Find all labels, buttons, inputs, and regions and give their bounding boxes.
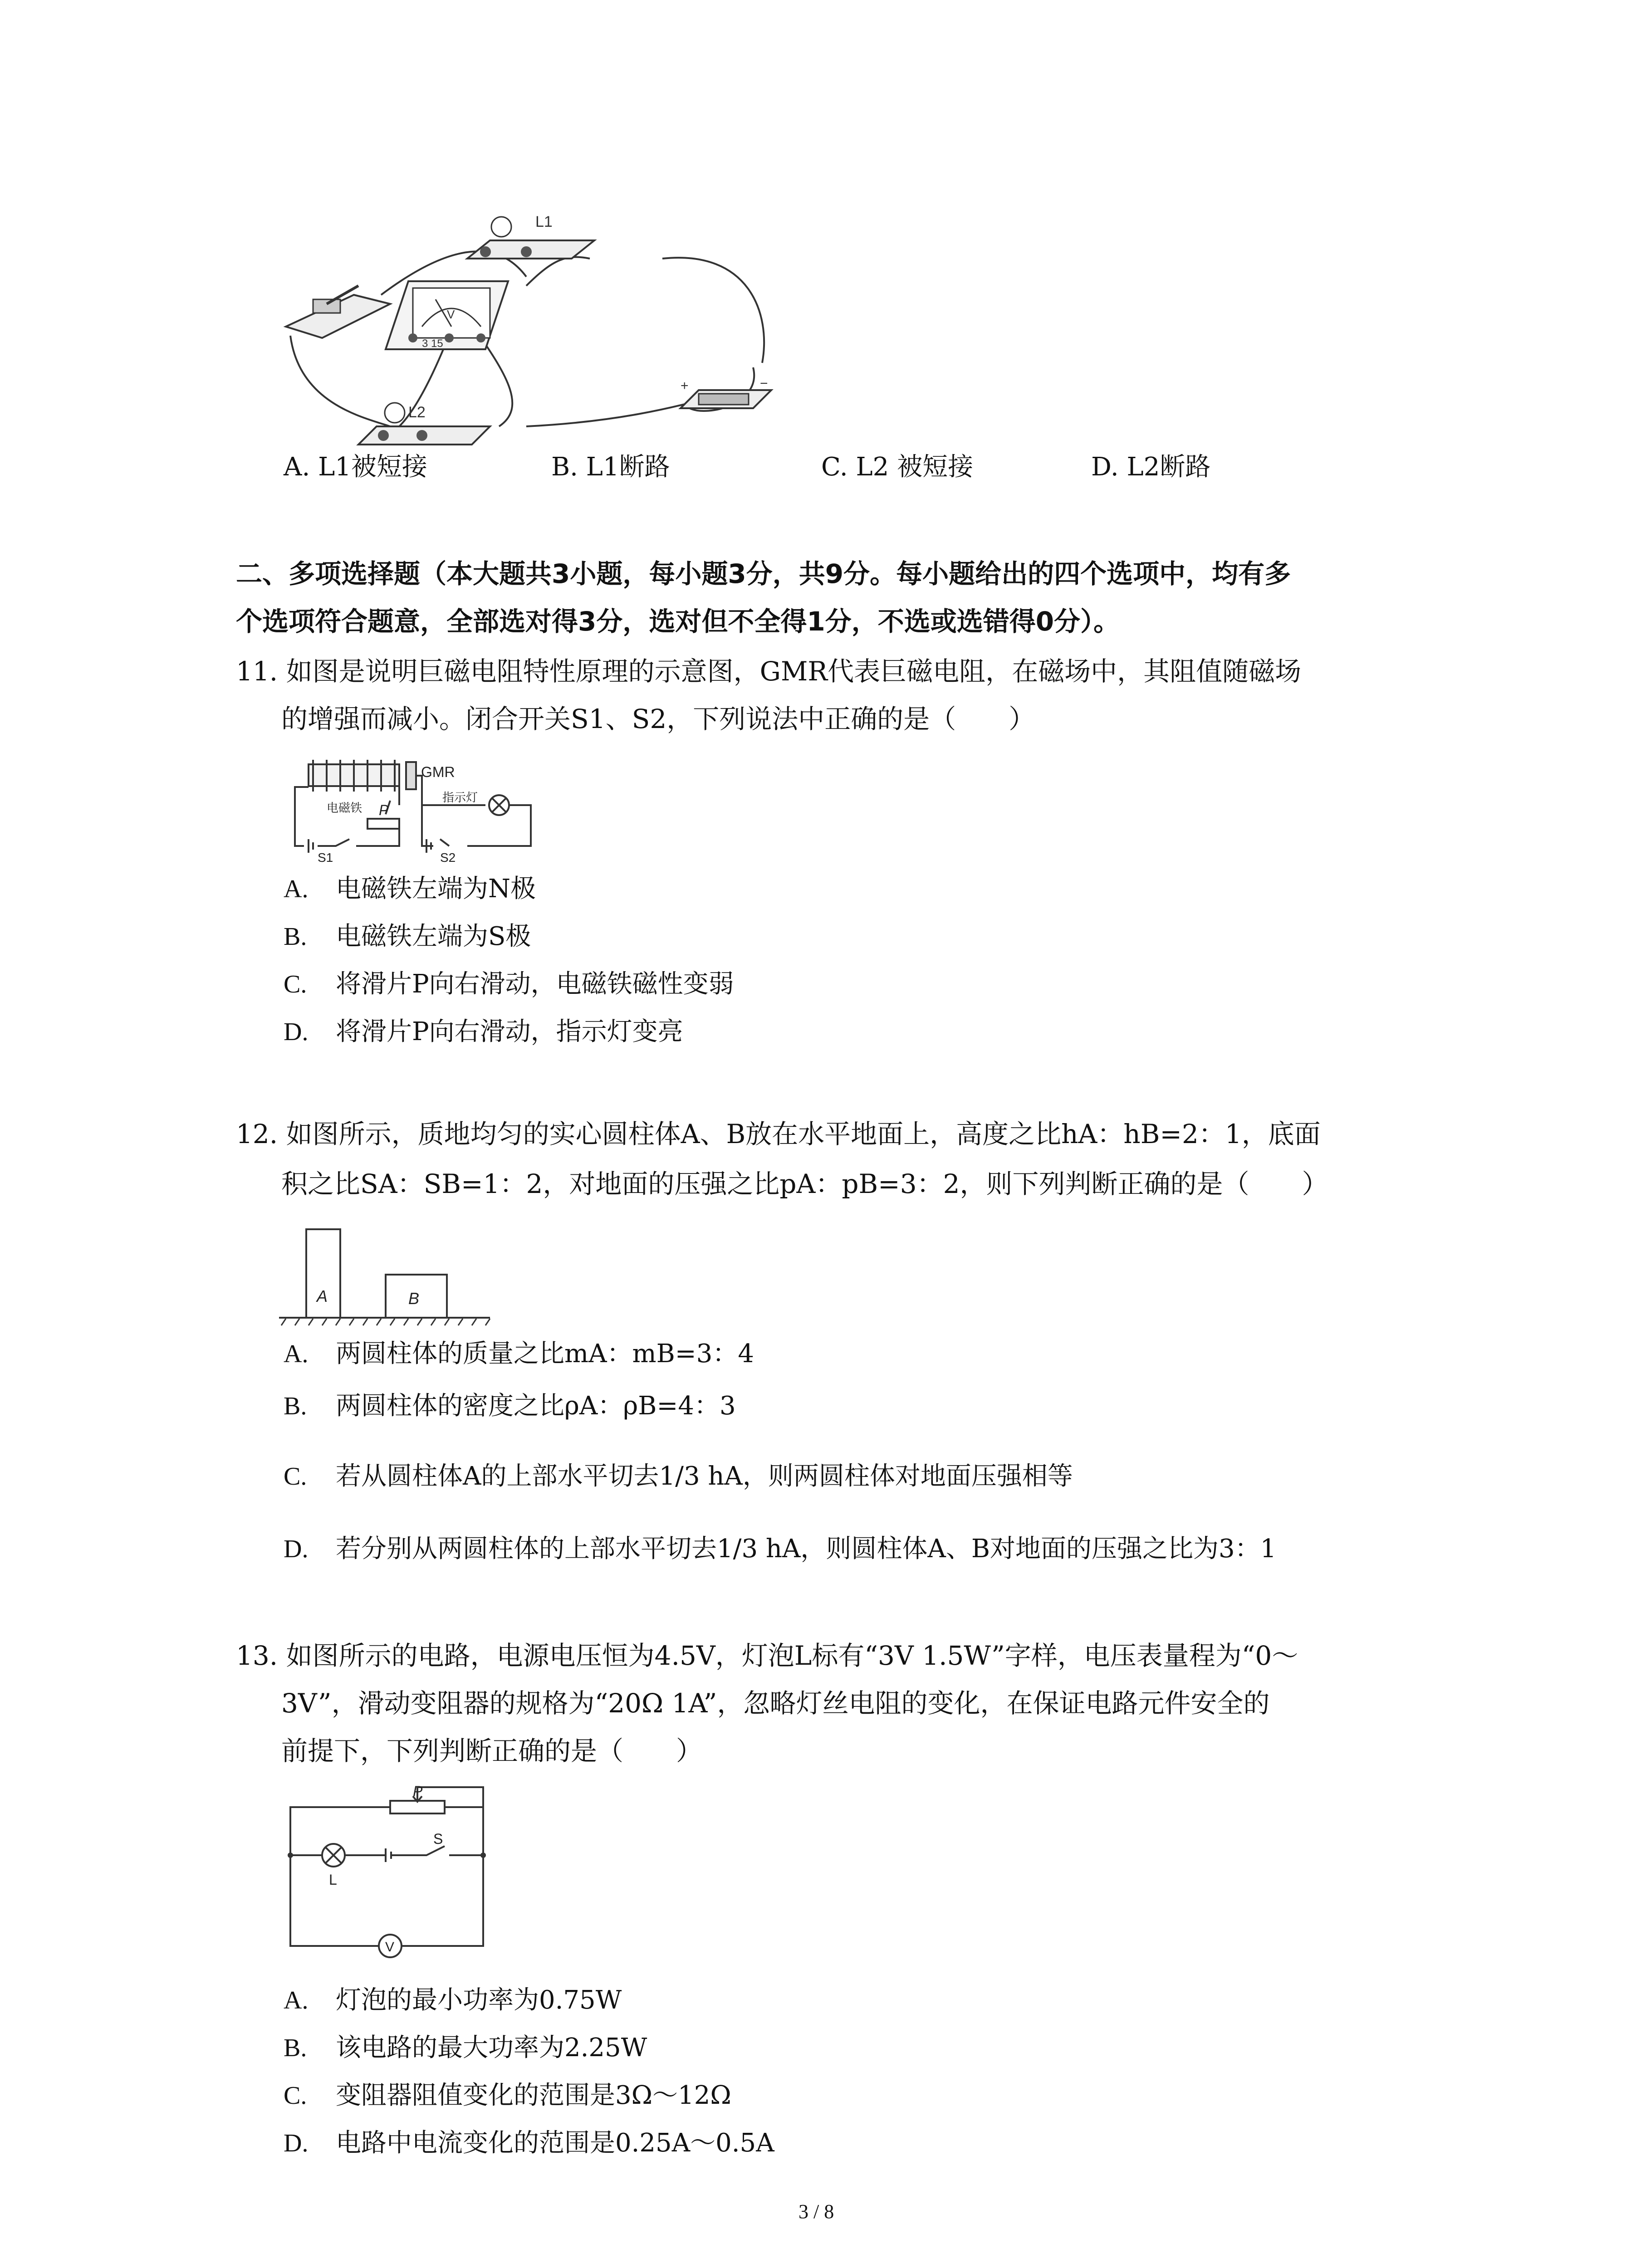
option-label: A. (284, 875, 309, 903)
lamp-l1 (467, 213, 594, 259)
s-label: S (433, 1831, 443, 1847)
page-number: 3 / 8 (798, 2200, 834, 2223)
option-label: D. (1091, 452, 1119, 482)
q12-stem-line1: 12. 如图所示，质地均匀的实心圆柱体A、B放在水平地面上，高度之比hA：hB=2：1，底面 (236, 1119, 1321, 1149)
battery (681, 376, 771, 408)
option-text: L2断路 (1127, 452, 1211, 482)
option-text: 将滑片P向右滑动，指示灯变亮 (336, 1017, 683, 1046)
section2-heading-line2: 个选项符合题意，全部选对得3分，选对但不全得1分，不选或选错得0分）。 (236, 606, 1120, 637)
q13-stem-line1: 13. 如图所示的电路，电源电压恒为4.5V，灯泡L标有“3V 1.5W”字样，电压表量程为“0～ (236, 1640, 1298, 1671)
q11-option-c[interactable] (284, 966, 734, 1002)
q11-option-b[interactable] (284, 919, 531, 955)
option-label: D. (284, 1018, 309, 1046)
svg-text:+: + (681, 378, 689, 393)
q13-option-a[interactable] (284, 1982, 622, 2019)
option-label: C. (284, 1462, 307, 1491)
meter-label: V (447, 308, 455, 321)
q12-stem-line2: 积之比SA：SB=1：2，对地面的压强之比pA：pB=3：2，则下列判断正确的是（ ） (281, 1168, 1328, 1199)
option-label: B. (551, 452, 578, 482)
cylinder-a-label: A (317, 1287, 328, 1305)
option-label: C. (284, 970, 307, 998)
p-label: P (413, 1783, 423, 1799)
option-text: 变阻器阻值变化的范围是3Ω～12Ω (336, 2081, 731, 2110)
option-label: D. (284, 2129, 309, 2157)
label-l1: L1 (535, 213, 553, 230)
option-label: B. (284, 1392, 307, 1420)
v-label: V (385, 1940, 395, 1955)
option-label: A. (284, 452, 310, 482)
s1-label: S1 (318, 850, 333, 864)
switch-base (286, 286, 390, 338)
option-text: 电路中电流变化的范围是0.25A～0.5A (336, 2128, 774, 2158)
option-label: D. (284, 1535, 309, 1563)
q12-option-d[interactable] (284, 1531, 1276, 1567)
option-text: 若分别从两圆柱体的上部水平切去1/3 hA，则圆柱体A、B对地面的压强之比为3：1 (336, 1534, 1277, 1564)
option-text: L2 被短接 (856, 452, 974, 482)
option-text: 将滑片P向右滑动，电磁铁磁性变弱 (336, 969, 734, 999)
q11-option-d[interactable] (284, 1014, 683, 1050)
q13-circuit-figure (281, 1783, 499, 1964)
svg-text:−: − (760, 376, 768, 391)
lamp-label: 指示灯 (442, 791, 478, 804)
q12-option-b[interactable] (284, 1388, 736, 1424)
option-text: 电磁铁左端为N极 (336, 874, 536, 904)
q11-option-a[interactable] (284, 871, 536, 907)
q12-cylinders-figure (277, 1225, 495, 1329)
lamp-l2 (358, 403, 490, 445)
q10-option-c[interactable] (821, 449, 973, 485)
option-text: 两圆柱体的质量之比mA：mB=3：4 (336, 1339, 754, 1369)
option-label: A. (284, 1340, 309, 1368)
q11-stem-line1: 11. 如图是说明巨磁电阻特性原理的示意图，GMR代表巨磁电阻，在磁场中，其阻值随磁场 (236, 656, 1302, 687)
option-text: 两圆柱体的密度之比ρA：ρB=4：3 (336, 1391, 736, 1421)
option-label: C. (284, 2082, 307, 2110)
q12-option-c[interactable] (284, 1458, 1073, 1495)
cylinder-b-label: B (408, 1289, 420, 1308)
option-label: A. (284, 1986, 309, 2014)
q13-stem-line3: 前提下，下列判断正确的是（ ） (281, 1735, 703, 1766)
q13-option-d[interactable] (284, 2125, 774, 2161)
q13-stem-line2: 3V”，滑动变阻器的规格为“20Ω 1A”，忽略灯丝电阻的变化，在保证电路元件安全的 (281, 1688, 1270, 1719)
option-text: 该电路的最大功率为2.25W (336, 2033, 647, 2063)
option-label: B. (284, 2034, 307, 2062)
option-text: L1被短接 (318, 452, 427, 482)
p-label: P (379, 802, 389, 818)
magnet-label: 电磁铁 (327, 801, 362, 815)
q10-circuit-figure (272, 213, 857, 454)
meter-scale: 3 15 (422, 337, 443, 350)
q10-option-d[interactable] (1091, 449, 1210, 485)
option-text: 电磁铁左端为S极 (336, 922, 531, 951)
label-l2: L2 (408, 404, 426, 421)
q10-option-b[interactable] (551, 449, 670, 485)
q11-stem-line2: 的增强而减小。闭合开关S1、S2，下列说法中正确的是（ ） (281, 704, 1035, 734)
option-text: 灯泡的最小功率为0.75W (336, 1985, 622, 2015)
s2-label: S2 (440, 850, 456, 864)
q10-option-a[interactable] (284, 449, 427, 485)
option-text: 若从圆柱体A的上部水平切去1/3 hA，则两圆柱体对地面压强相等 (336, 1461, 1073, 1491)
q12-option-a[interactable] (284, 1336, 754, 1372)
l-label: L (329, 1872, 337, 1888)
q13-option-c[interactable] (284, 2077, 731, 2114)
option-label: B. (284, 923, 307, 951)
voltmeter (386, 281, 508, 350)
gmr-label: GMR (421, 764, 455, 780)
option-text: L1断路 (586, 452, 670, 482)
q13-option-b[interactable] (284, 2030, 647, 2066)
q11-gmr-circuit-figure (277, 755, 572, 864)
option-label: C. (821, 452, 848, 482)
section2-heading-line1: 二、多项选择题（本大题共3小题，每小题3分，共9分。每小题给出的四个选项中，均有多 (236, 558, 1291, 589)
